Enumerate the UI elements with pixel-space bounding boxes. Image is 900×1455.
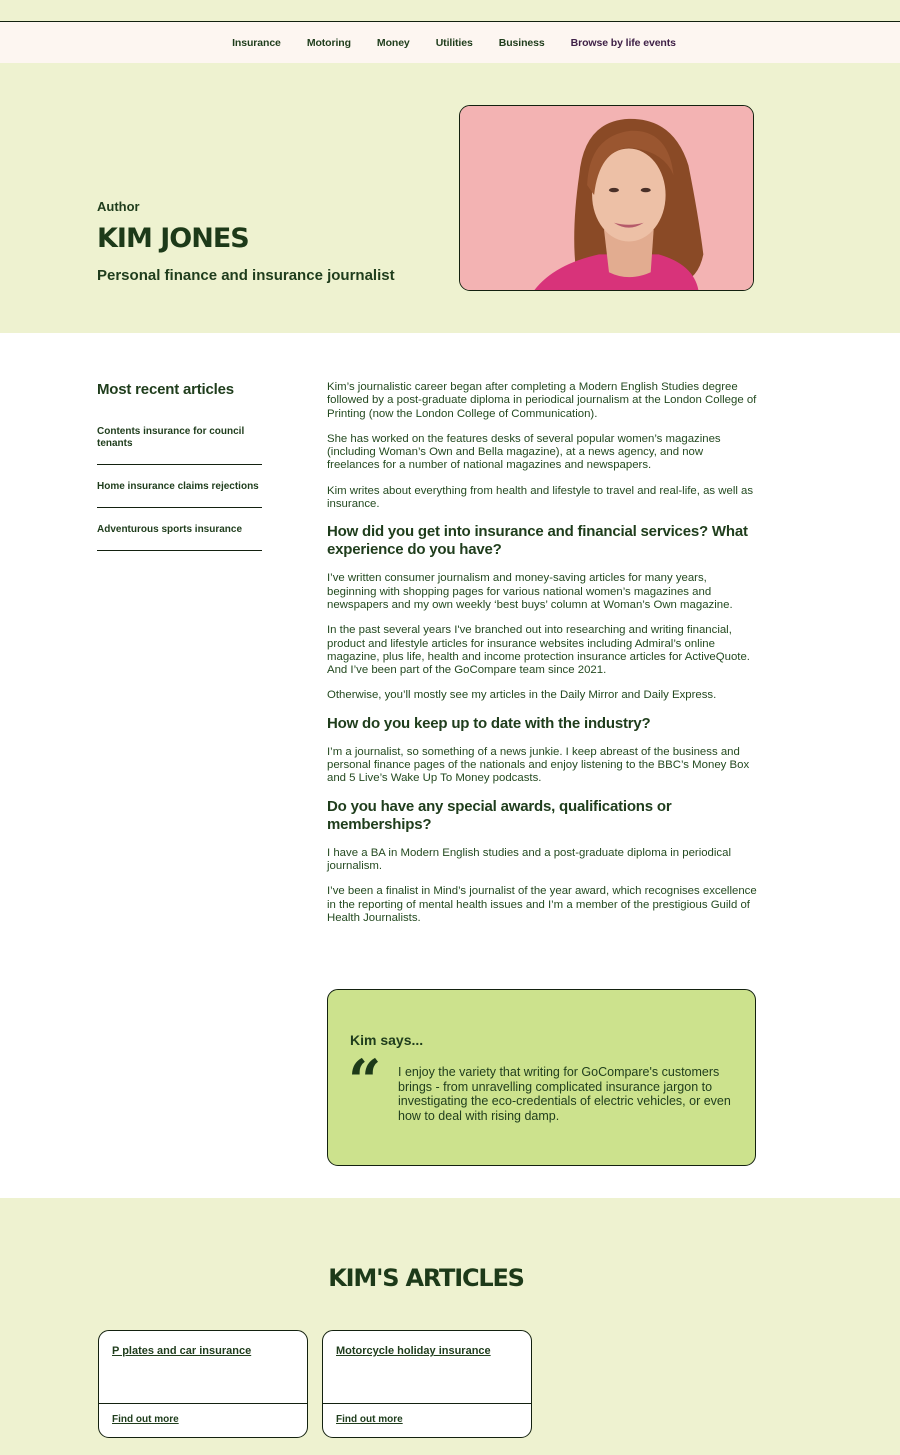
author-bio	[327, 381, 757, 937]
portrait-image	[460, 106, 753, 290]
bio-paragraph: Otherwise, you’ll mostly see my articles in the Daily Mirror and Daily Express.	[327, 689, 717, 702]
bio-paragraph: I’m a journalist, so something of a news junkie. I keep abreast of the business and personal finance pages of the nationals and enjoy listening to the BBC’s Money Box and 5 Live’s Wake Up To Money podcasts.	[327, 745, 750, 785]
article-card[interactable]	[322, 1330, 532, 1438]
nav-insurance[interactable]: Insurance	[232, 36, 281, 49]
article-card-title[interactable]: Motorcycle holiday insurance	[336, 1345, 491, 1357]
author-role: Personal finance and insurance journalist	[97, 267, 395, 284]
recent-articles-sidebar	[97, 381, 262, 567]
nav-money[interactable]: Money	[376, 36, 410, 49]
bio-paragraph: Kim’s journalistic career began after completing a Modern English Studies degree followed by a post-graduate diploma in periodical journalism at the London College of Printing (now the London College of Communication).	[327, 381, 757, 420]
articles-title: KIM'S ARTICLES	[328, 1264, 524, 1292]
quote-text: I enjoy the variety that writing for GoCompare's customers brings - from unravelling complicated insurance jargon to investigating the eco-credentials of electric vehicles, or even how to deal with rising damp.	[398, 1065, 731, 1123]
bio-paragraph: I’ve been a finalist in Mind’s journalist of the year award, which recognises excellence in the reporting of mental health issues and I’m a member of the prestigious Guild of Health Journalists.	[327, 885, 757, 924]
article-card[interactable]	[98, 1330, 308, 1438]
top-strip	[0, 0, 900, 22]
nav-browse-life-events[interactable]: Browse by life events	[570, 36, 676, 49]
bio-paragraph: I’ve written consumer journalism and money-saving articles for many years, beginning with shopping pages for various national women’s magazines and newspapers and my own weekly ‘best buys’ column at Woman’s Own magazine.	[327, 572, 733, 611]
author-quote-box	[327, 989, 756, 1166]
sidebar-item-contents-insurance[interactable]: Contents insurance for council tenants	[97, 426, 262, 465]
bio-paragraph: I have a BA in Modern English studies and a post-graduate diploma in periodical journalism.	[327, 846, 731, 872]
author-articles-section	[0, 1198, 900, 1455]
main-content	[0, 333, 900, 1198]
quote-title: Kim says...	[350, 1032, 424, 1048]
author-label: Author	[97, 199, 140, 214]
main-nav	[0, 22, 900, 63]
bio-paragraph: She has worked on the features desks of several popular women’s magazines (including Woman’s Own and Bella magazine), at a news agency, and now freelances for a number of national magazines and newspapers.	[327, 432, 721, 472]
card-divider	[99, 1403, 307, 1404]
bio-heading: Do you have any special awards, qualifications or memberships?	[327, 797, 672, 833]
nav-utilities[interactable]: Utilities	[435, 36, 473, 49]
bio-heading: How did you get into insurance and financial services? What experience do you have?	[327, 523, 748, 559]
nav-motoring[interactable]: Motoring	[306, 36, 351, 49]
card-divider	[323, 1403, 531, 1404]
find-out-more-link[interactable]: Find out more	[336, 1414, 403, 1425]
author-name: KIM JONES	[97, 223, 249, 254]
sidebar-title: Most recent articles	[97, 381, 234, 398]
article-card-title[interactable]: P plates and car insurance	[112, 1345, 252, 1357]
find-out-more-link[interactable]: Find out more	[112, 1414, 179, 1425]
bio-heading: How do you keep up to date with the industry?	[327, 714, 651, 732]
bio-paragraph: Kim writes about everything from health and lifestyle to travel and real-life, as well as insurance.	[327, 484, 754, 511]
nav-business[interactable]: Business	[498, 36, 545, 49]
bio-paragraph: In the past several years I've branched out into researching and writing financial, product and lifestyle articles for insurance websites including Admiral’s online magazine, plus life, health and income protection insurance articles for ActiveQuote. And I’ve been part of the GoCompare team since 2021.	[327, 624, 750, 677]
sidebar-item-adventurous-sports[interactable]: Adventurous sports insurance	[97, 524, 262, 551]
quote-mark-icon: “	[348, 1047, 382, 1115]
sidebar-item-claims-rejections[interactable]: Home insurance claims rejections	[97, 481, 262, 508]
author-photo	[459, 105, 754, 291]
author-hero	[0, 63, 900, 333]
